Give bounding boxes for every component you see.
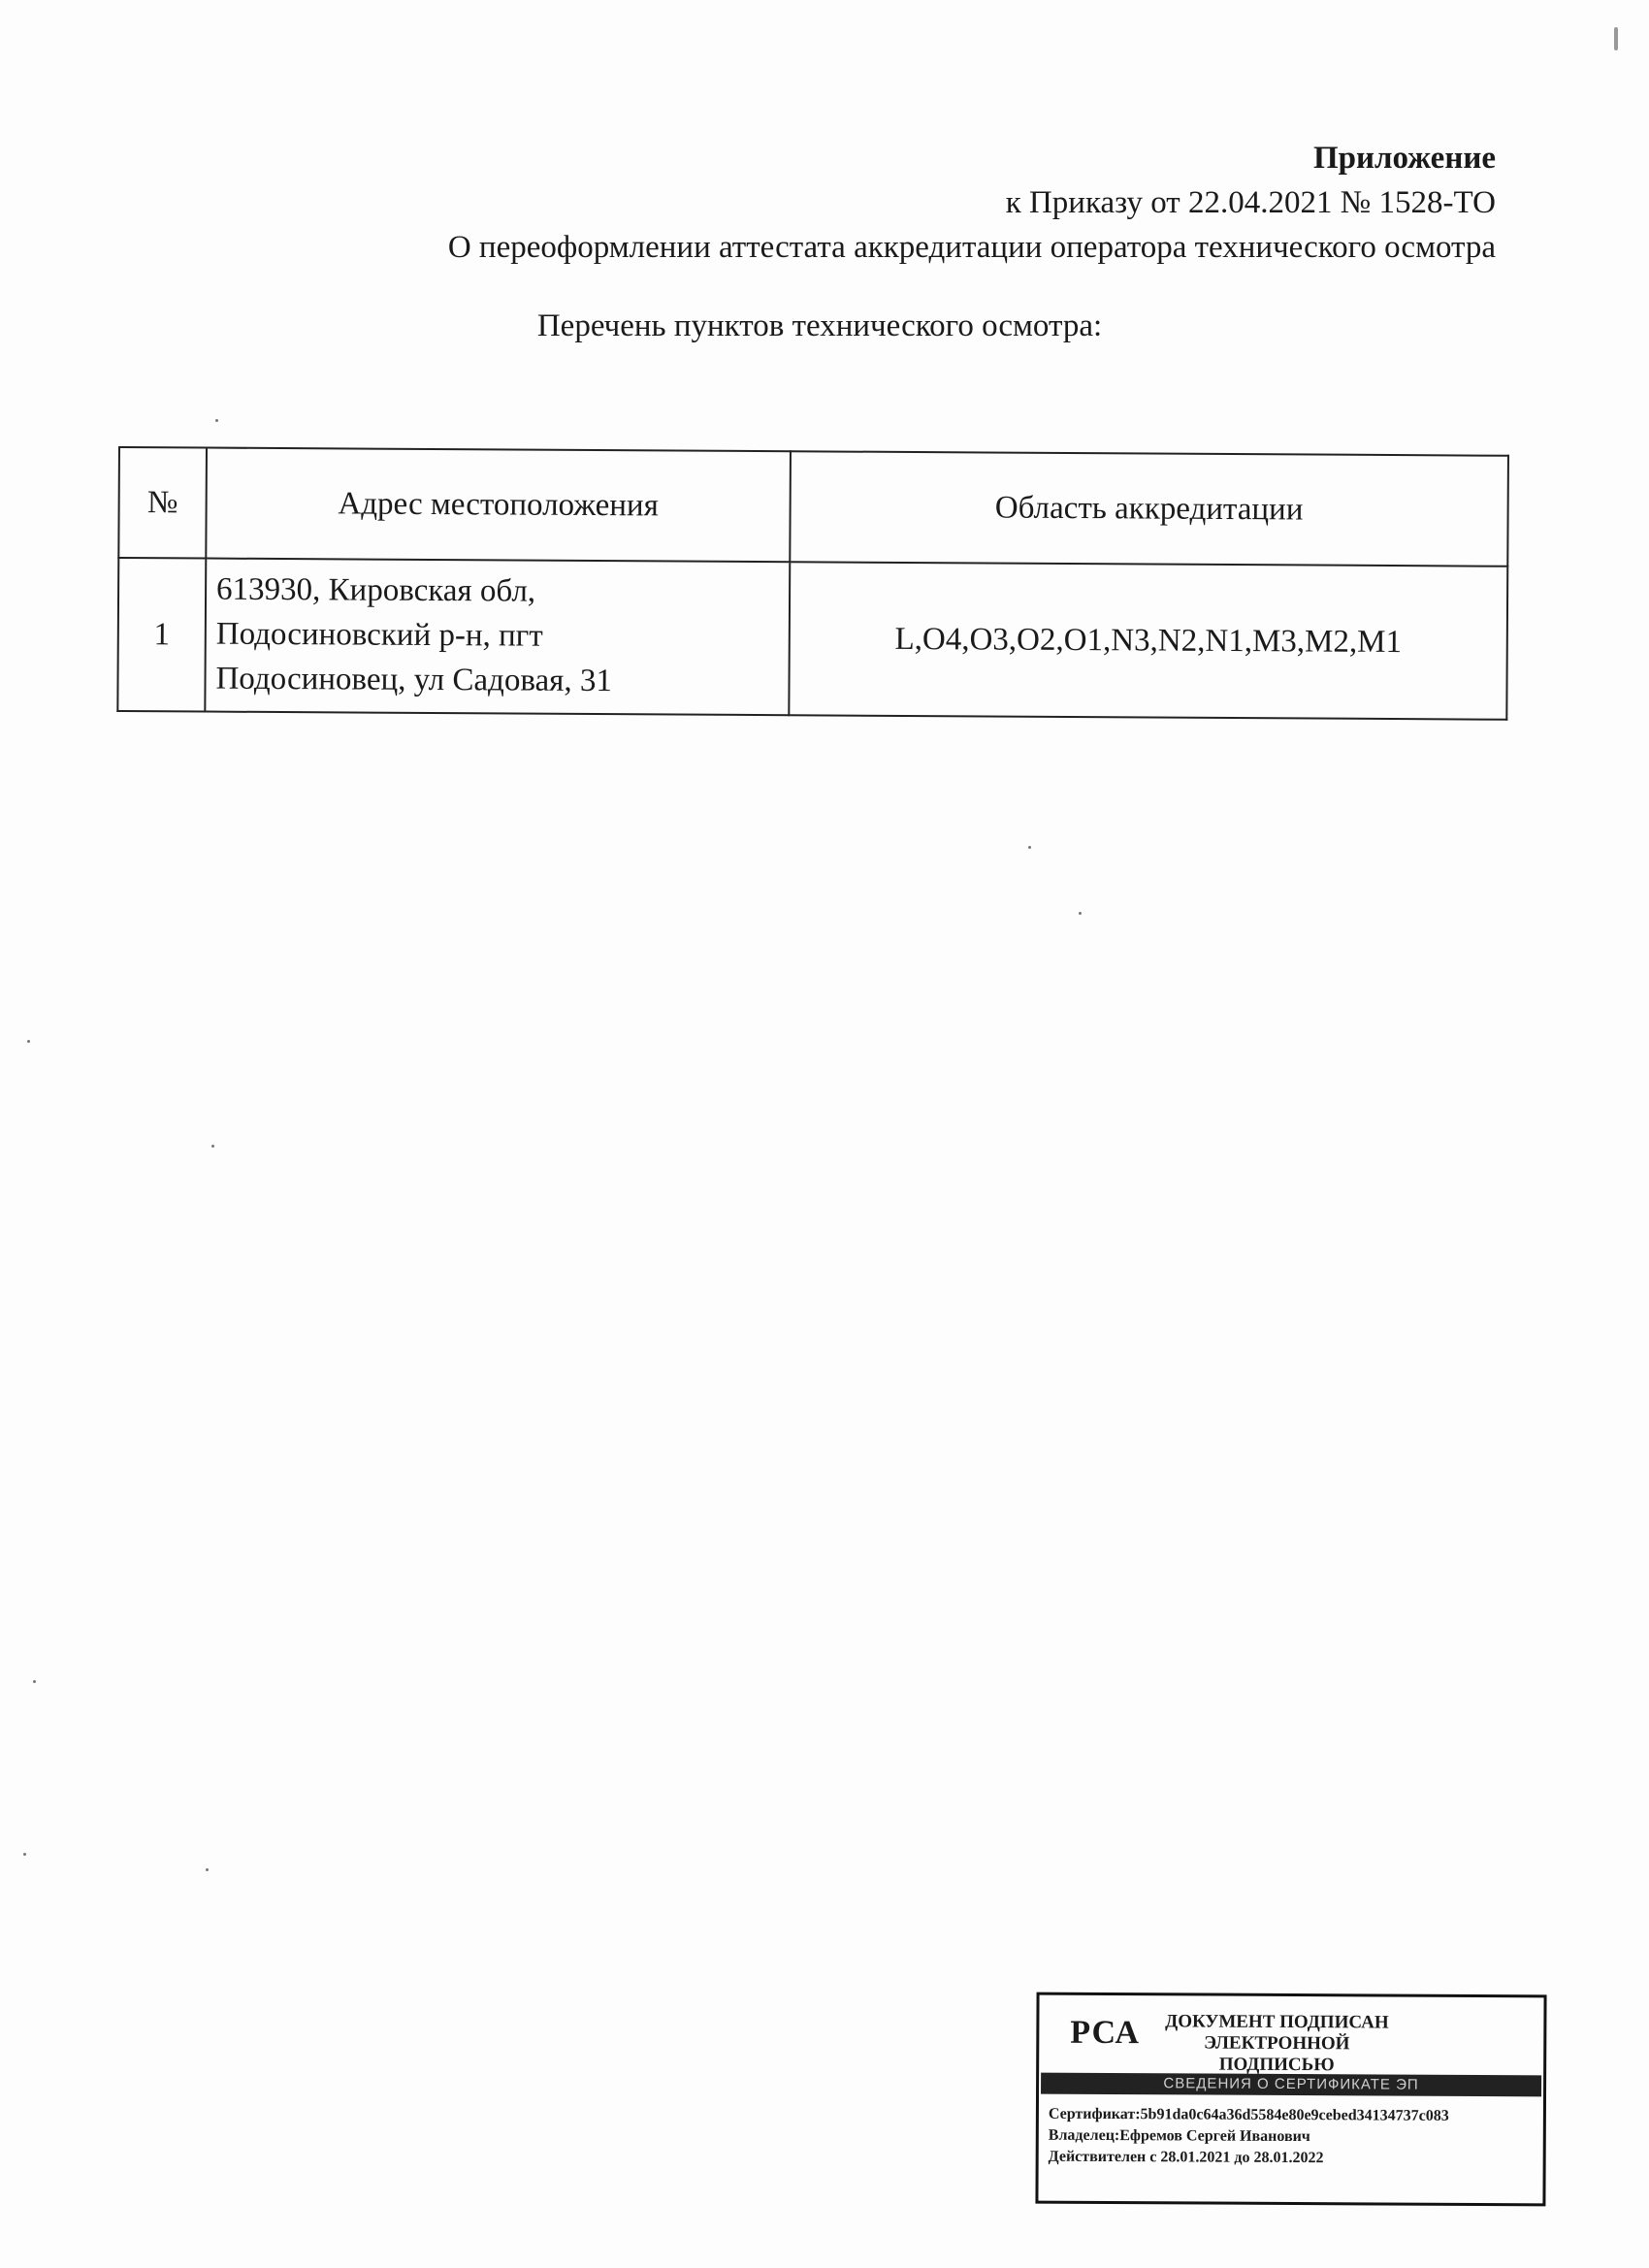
order-reference: к Приказу от 22.04.2021 № 1528-ТО	[1005, 185, 1496, 220]
scan-artifact	[1614, 27, 1618, 50]
scan-artifact	[33, 1680, 36, 1683]
row-address	[205, 559, 790, 716]
appendix-title: Приложение	[1312, 141, 1496, 176]
certificate-owner: Владелец:Ефремов Сергей Иванович	[1048, 2126, 1310, 2146]
stamp-logo: РСА	[1070, 2014, 1141, 2052]
row-scope: L,O4,O3,O2,O1,N3,N2,N1,M3,M2,M1	[789, 562, 1507, 720]
inspection-points-table	[116, 446, 1509, 721]
address-line: Подосиновский р-н, пгт	[215, 616, 543, 654]
order-subject: О переоформлении аттестата аккредитации оператора технического осмотра	[447, 230, 1496, 265]
scan-artifact	[206, 1868, 209, 1871]
list-title-text: Перечень пунктов технического осмотра:	[536, 308, 1103, 343]
table-row	[117, 558, 1507, 720]
certificate-info	[1039, 2094, 1543, 2171]
scan-artifact	[1079, 912, 1082, 915]
header-scope: Область аккредитации	[790, 451, 1508, 567]
stamp-heading-line: ЭЛЕКТРОННОЙ ПОДПИСЬЮ	[1204, 2032, 1350, 2076]
scan-artifact	[27, 1040, 30, 1043]
certificate-validity: Действителен с 28.01.2021 до 28.01.2022	[1048, 2148, 1324, 2167]
scan-artifact	[211, 1145, 214, 1148]
row-num: 1	[117, 558, 206, 712]
scan-artifact	[215, 419, 218, 422]
stamp-header	[1039, 1995, 1543, 2076]
list-title	[0, 308, 1649, 344]
header-address: Адрес местоположения	[206, 448, 791, 563]
stamp-band: СВЕДЕНИЯ О СЕРТИФИКАТЕ ЭП	[1041, 2073, 1541, 2097]
scan-artifact	[1028, 846, 1031, 849]
stamp-heading-line: ДОКУМЕНТ ПОДПИСАН	[1165, 2011, 1389, 2033]
appendix-header	[448, 136, 1496, 270]
table-header-row	[118, 447, 1508, 567]
electronic-signature-stamp	[1035, 1993, 1546, 2207]
address-line: 613930, Кировская обл,	[215, 571, 536, 609]
scan-artifact	[23, 1853, 26, 1856]
stamp-heading	[1150, 2011, 1403, 2076]
certificate-id: Сертификат:5b91da0c64a36d5584e80e9cebed34134737c083	[1048, 2105, 1449, 2124]
header-num: №	[118, 447, 207, 559]
address-line: Подосиновец, ул Садовая, 31	[215, 661, 612, 699]
